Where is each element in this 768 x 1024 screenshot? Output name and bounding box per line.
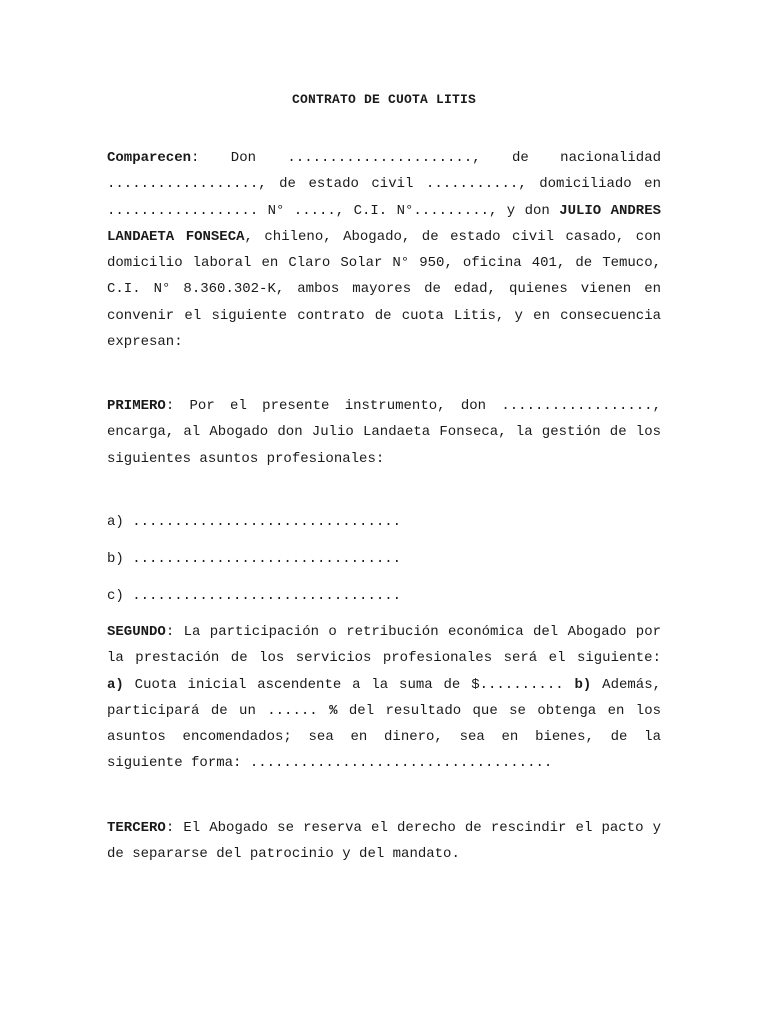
segundo-label: SEGUNDO: [107, 624, 166, 640]
segundo-paragraph: [107, 619, 661, 777]
tercero-label: TERCERO: [107, 820, 166, 836]
comparecen-text-1: : Don ......................, de nacionalidad .................., de estado civil ..........., domiciliado en .................. N° ....., C.I. N°........., y don: [107, 150, 661, 219]
segundo-text-3: Además, participará de un ......: [107, 676, 661, 719]
primero-text: : Por el presente instrumento, don .................., encarga, al Abogado don Julio Landaeta Fonseca, la gestión de los siguientes asuntos profesionales:: [107, 398, 661, 467]
tercero-text: : El Abogado se reserva el derecho de rescindir el pacto y de separarse del patrocinio y del mandato.: [107, 820, 661, 863]
comparecen-label: Comparecen: [107, 150, 192, 166]
comparecen-text-2: , chileno, Abogado, de estado civil casado, con domicilio laboral en Claro Solar N° 950, oficina 401, de Temuco, C.I. N° 8.360.302-K, ambos mayores de edad, quienes vienen en convenir el siguiente contrato de cuota Litis, y en consecuencia expresan:: [107, 228, 661, 351]
segundo-b-label: b): [574, 676, 592, 693]
tercero-paragraph: [107, 815, 661, 868]
list-item-c: c) ................................: [107, 588, 402, 604]
document-title: CONTRATO DE CUOTA LITIS: [291, 92, 477, 107]
segundo-text-1: : La participación o retribución económica del Abogado por la prestación de los servicios profesionales será el siguiente:: [107, 624, 661, 667]
lawyer-name: JULIO ANDRES LANDAETA FONSECA: [107, 202, 661, 245]
list-item-a: a) ................................: [107, 514, 402, 530]
segundo-text-4: del resultado que se obtenga en los asuntos encomendados; sea en dinero, sea en bienes, de la siguiente forma: ....................................: [107, 702, 661, 772]
list-item-b: b) ................................: [107, 551, 402, 567]
primero-label: PRIMERO: [107, 398, 166, 414]
primero-paragraph: [107, 393, 661, 472]
comparecen-paragraph: [107, 145, 661, 355]
segundo-percent: %: [329, 702, 338, 719]
segundo-a-label: a): [107, 676, 124, 693]
segundo-text-2: Cuota inicial ascendente a la suma de $..........: [123, 676, 575, 693]
